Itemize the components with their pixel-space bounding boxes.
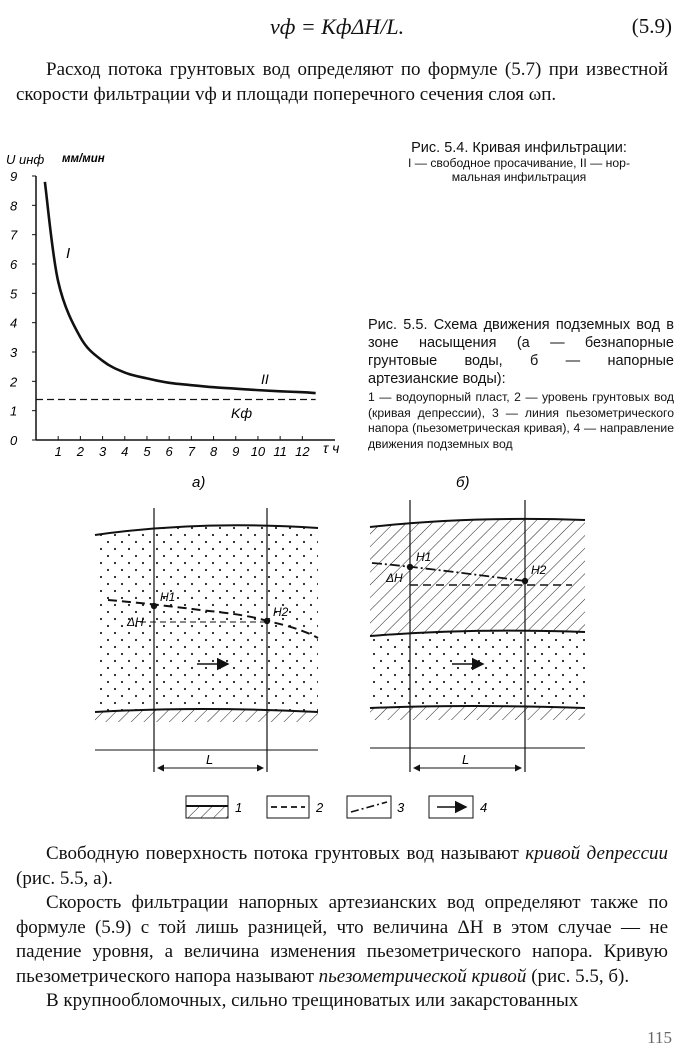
- x-tick-label: 1: [54, 444, 62, 459]
- y-tick-label: 4: [10, 315, 18, 331]
- x-tick-label: 5: [143, 444, 151, 459]
- formula-number: (5.9): [631, 14, 672, 38]
- x-tick-label: 3: [98, 444, 107, 459]
- y-tick-label: 0: [10, 433, 18, 448]
- fig54-caption-line1: I — свободное просачивание, II — нор-: [407, 156, 631, 170]
- y-tick-label: 9: [10, 169, 18, 184]
- paragraph-2-text: Скорость фильтрации напорных артезианских вод определяют также по формуле (5.9) с той лишь разницей, что величина ΔH в этом случае — не падение уровня, а величина изменения пьезометрического напора. Кривую пьезометрического напора называют: [16, 892, 668, 987]
- chart-x-label: τ ч: [323, 440, 340, 456]
- x-tick-label: 12: [295, 444, 310, 459]
- fig55-caption-title: Рис. 5.5. Схема движения подземных вод в зоне насыщения (а — безнапорные грунтовые воды, б — напорные артезианские воды):: [368, 317, 674, 387]
- y-tick-label: 5: [10, 286, 18, 302]
- x-tick-label: 2: [76, 444, 85, 459]
- x-tick-label: 11: [273, 444, 287, 459]
- x-tick-label: 7: [187, 444, 195, 459]
- series-line-curve: [45, 182, 316, 393]
- chart-y-unit: мм/мин: [62, 153, 105, 165]
- fig54-caption-line2: мальная инфильтрация: [451, 170, 587, 184]
- x-tick-label: 8: [209, 444, 218, 459]
- scheme-b-h1: H1: [416, 550, 432, 564]
- fig55-caption-legend: 1 — водоупорный пласт, 2 — уровень грунтовых вод (кривая депрессии), 3 — линия пьезометрического напора (пьезометрическая кривая), 4 — направление движения подземных вод: [368, 390, 674, 451]
- scheme-b-h2: H2: [531, 563, 547, 577]
- fig54-caption-title: Рис. 5.4. Кривая инфильтрации:: [411, 140, 627, 156]
- paragraph-3: В крупнообломочных, сильно трещиноватых или закарстованных: [46, 990, 579, 1011]
- legend-1: 1: [235, 800, 243, 815]
- paragraph-1-term: кривой депрессии: [525, 843, 668, 864]
- scheme-a-h2: H2: [273, 605, 289, 619]
- y-tick-label: 8: [10, 198, 18, 214]
- paragraph-1-ref: (рис. 5.5, а).: [16, 867, 113, 889]
- panel-a-label: а): [192, 474, 206, 491]
- y-tick-label: 2: [10, 374, 18, 390]
- formula-expression: vф = KфΔH/L.: [270, 14, 405, 39]
- page-number: 115: [647, 1028, 672, 1047]
- scheme-a-dh: ΔH: [127, 615, 144, 629]
- y-tick-label: 3: [10, 345, 18, 360]
- chart-y-symbol: U инф: [6, 152, 45, 167]
- legend-2: 2: [316, 800, 324, 815]
- paragraph-1: [16, 842, 668, 891]
- y-tick-label: 6: [10, 257, 18, 272]
- legend-4: 4: [480, 800, 488, 815]
- paragraph-1-text: Свободную поверхность потока грунтовых вод называют: [46, 843, 526, 864]
- x-tick-label: 10: [250, 444, 266, 459]
- curve-I-label: I: [66, 245, 71, 262]
- scheme-b-l: L: [462, 752, 470, 767]
- scheme-a-h1: H1: [160, 590, 176, 604]
- y-tick-label: 1: [10, 403, 18, 419]
- scheme-a: [95, 508, 318, 772]
- paragraph-2: [16, 891, 668, 989]
- scheme-legend: [186, 796, 487, 818]
- curve-II-label: II: [261, 371, 269, 387]
- x-tick-label: 9: [232, 444, 240, 459]
- x-tick-label: 6: [165, 444, 173, 459]
- x-tick-label: 4: [121, 444, 129, 459]
- kf-line-label: Kф: [231, 405, 253, 421]
- scheme-b-dh: ΔH: [386, 571, 403, 585]
- y-tick-label: 7: [10, 227, 18, 243]
- scheme-b: [370, 500, 585, 772]
- paragraph-top: Расход потока грунтовых вод определяют по формуле (5.7) при известной скорости фильтрации vф и площади поперечного сечения слоя ωп.: [16, 59, 668, 105]
- infiltration-chart: [6, 152, 469, 491]
- paragraph-2-term: пьезометрической кривой: [318, 965, 527, 987]
- paragraph-2-ref: (рис. 5.5, б).: [526, 965, 630, 987]
- scheme-a-l: L: [206, 752, 214, 767]
- legend-3: 3: [397, 800, 405, 815]
- panel-b-label: б): [456, 474, 470, 491]
